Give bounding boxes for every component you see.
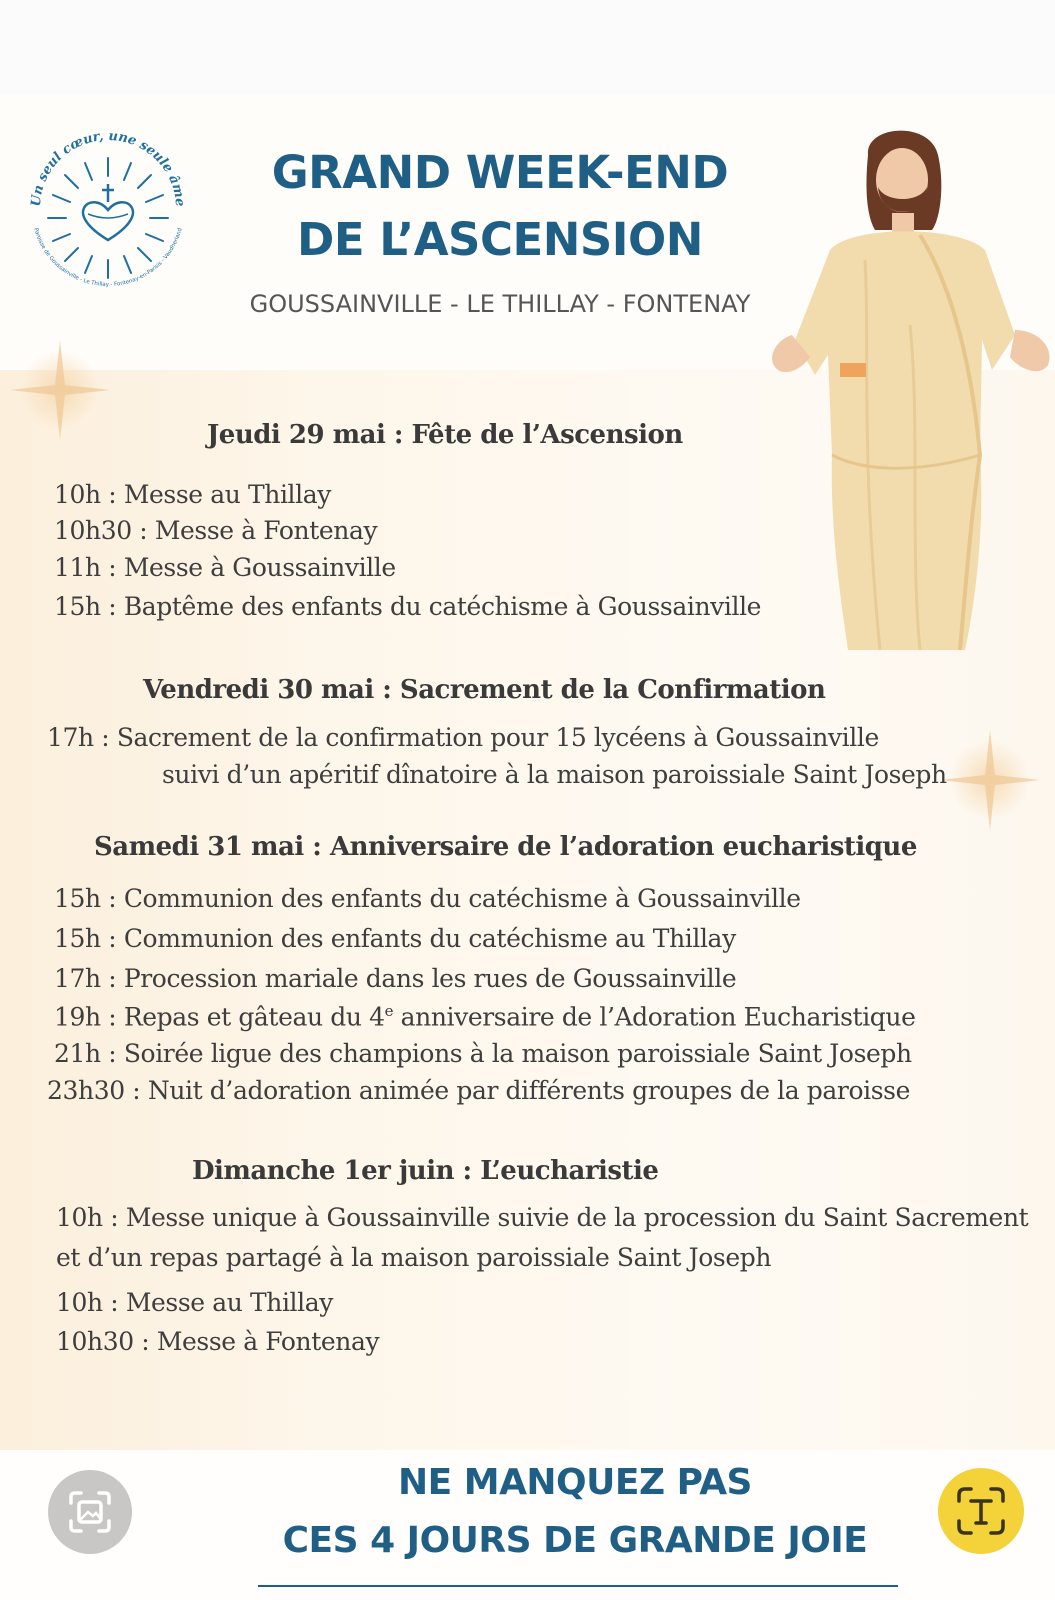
schedule-line: 10h : Messe unique à Goussainville suivie de la procession du Saint Sacrement [56, 1203, 1029, 1232]
jesus-illustration [770, 125, 1055, 670]
schedule-line: 10h30 : Messe à Fontenay [54, 516, 378, 545]
schedule-line: 15h : Communion des enfants du catéchisme à Goussainville [54, 884, 801, 913]
schedule-line: 23h30 : Nuit d’adoration animée par différents groupes de la paroisse [47, 1076, 910, 1105]
ordinal-suffix: e [384, 1002, 394, 1020]
schedule-line: 10h : Messe au Thillay [56, 1288, 333, 1317]
schedule-line-part: anniversaire de l’Adoration Eucharistique [393, 1002, 916, 1032]
schedule-line: 15h : Baptême des enfants du catéchisme à Goussainville [54, 592, 762, 621]
top-band [0, 0, 1055, 95]
parish-logo [18, 118, 198, 298]
day-title-vendredi: Vendredi 30 mai : Sacrement de la Confirmation [143, 675, 826, 705]
sacred-heart-icon [83, 184, 133, 240]
schedule-line: 17h : Sacrement de la confirmation pour 15 lycéens à Goussainville [47, 723, 879, 752]
cta-line2: CES 4 JOURS DE GRANDE JOIE [282, 1520, 868, 1561]
schedule-line: 17h : Procession mariale dans les rues de Goussainville [54, 964, 737, 993]
day-title-jeudi: Jeudi 29 mai : Fête de l’Ascension [207, 420, 683, 450]
schedule-line [54, 1002, 916, 1031]
image-scan-icon [65, 1487, 115, 1537]
cta-underline [258, 1585, 898, 1587]
logo-motto: Un seul cœur, une seule âme [28, 128, 188, 208]
text-scan-button[interactable] [938, 1468, 1024, 1554]
page-title-line2: DE L’ASCENSION [297, 213, 703, 266]
image-scan-button[interactable] [48, 1470, 132, 1554]
schedule-line: 10h : Messe au Thillay [54, 480, 331, 509]
text-scan-icon [953, 1483, 1009, 1539]
schedule-line: 21h : Soirée ligue des champions à la maison paroissiale Saint Joseph [54, 1039, 912, 1068]
schedule-line: 11h : Messe à Goussainville [54, 553, 396, 582]
day-title-dimanche: Dimanche 1er juin : L’eucharistie [192, 1156, 659, 1186]
logo-parishes: Paroisse de Goussainville - Le Thillay - Fontenay-en-Parisis - Vaudherland [32, 227, 184, 289]
sparkle-icon [5, 335, 115, 445]
sparkle-icon [935, 725, 1045, 835]
schedule-line: 15h : Communion des enfants du catéchisme au Thillay [54, 924, 736, 953]
schedule-line: 10h30 : Messe à Fontenay [56, 1327, 380, 1356]
schedule-line: et d’un repas partagé à la maison paroissiale Saint Joseph [56, 1243, 772, 1272]
day-title-samedi: Samedi 31 mai : Anniversaire de l’adoration eucharistique [94, 832, 917, 862]
schedule-line: suivi d’un apéritif dînatoire à la maison paroissiale Saint Joseph [162, 760, 947, 789]
page-title: GRAND WEEK-END [271, 146, 729, 199]
towns-subtitle: GOUSSAINVILLE - LE THILLAY - FONTENAY [249, 290, 751, 318]
cta-line1: NE MANQUEZ PAS [397, 1462, 752, 1503]
schedule-line-part: 19h : Repas et gâteau du 4 [54, 1002, 385, 1032]
